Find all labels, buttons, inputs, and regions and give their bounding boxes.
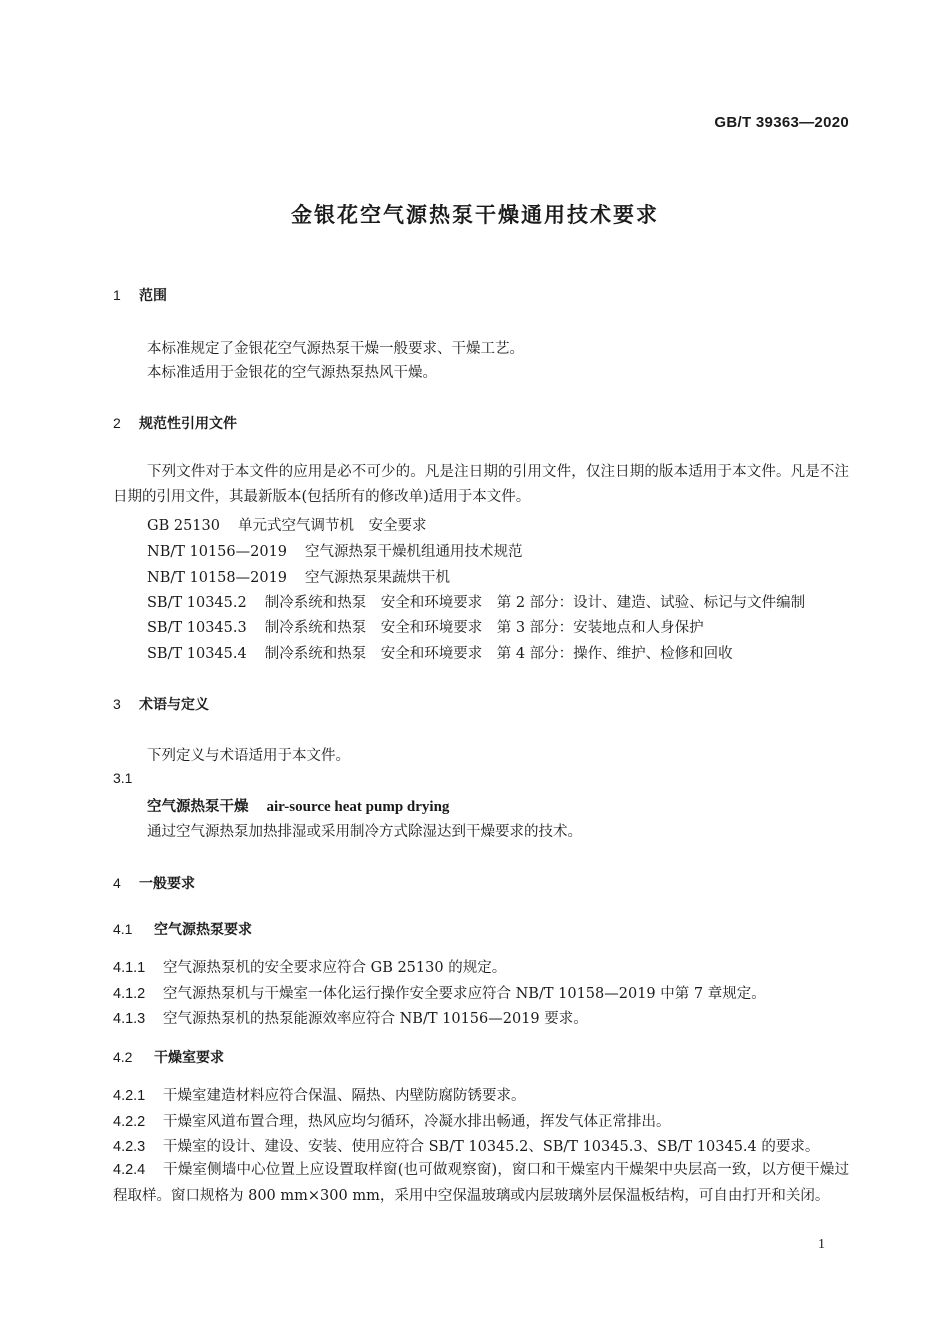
section-3-heading <box>113 694 209 714</box>
reference-title: 空气源热泵干燥机组通用技术规范 <box>305 544 523 560</box>
reference-code: GB 25130 <box>147 518 220 534</box>
clause-text: 空气源热泵机的热泵能源效率应符合 NB/T 10156—2019 要求。 <box>163 1011 588 1027</box>
clause-number: 4.1.3 <box>113 1011 146 1027</box>
clause-number: 4.2.1 <box>113 1088 146 1104</box>
reference-item <box>147 566 468 587</box>
section-title: 一般要求 <box>139 876 195 892</box>
normative-references-intro: 下列文件对于本文件的应用是必不可少的。凡是注日期的引用文件，仅注日期的版本适用于本文件。凡是不注日期的引用文件，其最新版本(包括所有的修改单)适用于本文件。 <box>113 464 849 505</box>
terms-intro: 下列定义与术语适用于本文件。 <box>147 748 350 764</box>
reference-code: SB/T 10345.4 <box>147 646 247 662</box>
section-title: 范围 <box>139 288 167 304</box>
reference-title: 制冷系统和热泵 安全和环境要求 第 2 部分：设计、建造、试验、标记与文件编制 <box>264 595 806 611</box>
reference-item <box>147 514 444 535</box>
page-number: 1 <box>818 1237 825 1252</box>
term-entry <box>147 795 449 816</box>
clause-item <box>113 1084 526 1105</box>
reference-code: NB/T 10156—2019 <box>147 544 288 560</box>
reference-code: SB/T 10345.3 <box>147 620 247 636</box>
reference-item <box>147 642 751 663</box>
scope-paragraph-2: 本标准适用于金银花的空气源热泵热风干燥。 <box>147 365 437 381</box>
reference-item <box>147 616 722 637</box>
clause-text: 空气源热泵机与干燥室一体化运行操作安全要求应符合 NB/T 10158—2019 中第 7 章规定。 <box>163 986 766 1002</box>
term-definition: 通过空气源热泵加热排湿或采用制冷方式除湿达到干燥要求的技术。 <box>147 824 582 840</box>
scope-paragraph-1: 本标准规定了金银花空气源热泵干燥一般要求、干燥工艺。 <box>147 341 524 357</box>
clause-number: 4.2.3 <box>113 1139 146 1155</box>
clause-text: 干燥室侧墙中心位置上应设置取样窗(也可做观察窗)，窗口和干燥室内干燥架中央层高一致，以方便干燥过程取样。窗口规格为 800 mm×300 mm，采用中空保温玻璃或内层玻璃外层保温板结构，可自由打开和关闭。 <box>113 1162 849 1204</box>
clause-item <box>113 1007 588 1028</box>
clause-number: 4.1.2 <box>113 986 146 1002</box>
reference-title: 单元式空气调节机 安全要求 <box>237 518 427 534</box>
section-1-heading <box>113 285 167 305</box>
section-number: 3 <box>113 696 121 712</box>
clause-text: 干燥室建造材料应符合保温、隔热、内壁防腐防锈要求。 <box>163 1088 526 1104</box>
subsection-number: 4.1 <box>113 921 133 937</box>
subsection-4-2-heading <box>113 1047 224 1067</box>
section-number: 4 <box>113 875 121 891</box>
section-title: 术语与定义 <box>139 697 209 713</box>
clause-item <box>113 956 506 977</box>
clause-text: 干燥室的设计、建设、安装、使用应符合 SB/T 10345.2、SB/T 10345.3、SB/T 10345.4 的要求。 <box>163 1139 820 1155</box>
clause-item <box>113 1135 819 1156</box>
section-title: 规范性引用文件 <box>139 416 237 432</box>
reference-title: 空气源热泵果蔬烘干机 <box>305 570 451 586</box>
term-number: 3.1 <box>113 770 133 786</box>
clause-number: 4.1.1 <box>113 960 146 976</box>
subsection-4-1-heading <box>113 919 252 939</box>
document-title: 金银花空气源热泵干燥通用技术要求 <box>291 203 659 227</box>
clause-number: 4.2.4 <box>113 1162 146 1178</box>
clause-text: 干燥室风道布置合理，热风应均匀循环，冷凝水排出畅通，挥发气体正常排出。 <box>163 1114 671 1130</box>
reference-title: 制冷系统和热泵 安全和环境要求 第 4 部分：操作、维护、检修和回收 <box>264 646 733 662</box>
section-4-heading <box>113 873 195 893</box>
standard-code: GB/T 39363—2020 <box>714 114 849 131</box>
section-2-heading <box>113 413 237 433</box>
clause-item <box>113 1110 671 1131</box>
clause-item <box>113 1157 849 1209</box>
term-chinese: 空气源热泵干燥 <box>147 799 249 815</box>
clause-text: 空气源热泵机的安全要求应符合 GB 25130 的规定。 <box>163 960 507 976</box>
section-number: 2 <box>113 415 121 431</box>
subsection-title: 干燥室要求 <box>154 1050 224 1066</box>
subsection-title: 空气源热泵要求 <box>154 922 252 938</box>
section-number: 1 <box>113 287 121 303</box>
clause-number: 4.2.2 <box>113 1114 146 1130</box>
reference-item <box>147 540 541 561</box>
subsection-number: 4.2 <box>113 1049 133 1065</box>
reference-code: NB/T 10158—2019 <box>147 570 288 586</box>
term-english: air-source heat pump drying <box>266 799 450 815</box>
reference-item <box>147 591 823 612</box>
reference-title: 制冷系统和热泵 安全和环境要求 第 3 部分：安装地点和人身保护 <box>264 620 704 636</box>
clause-item <box>113 982 766 1003</box>
reference-code: SB/T 10345.2 <box>147 595 247 611</box>
